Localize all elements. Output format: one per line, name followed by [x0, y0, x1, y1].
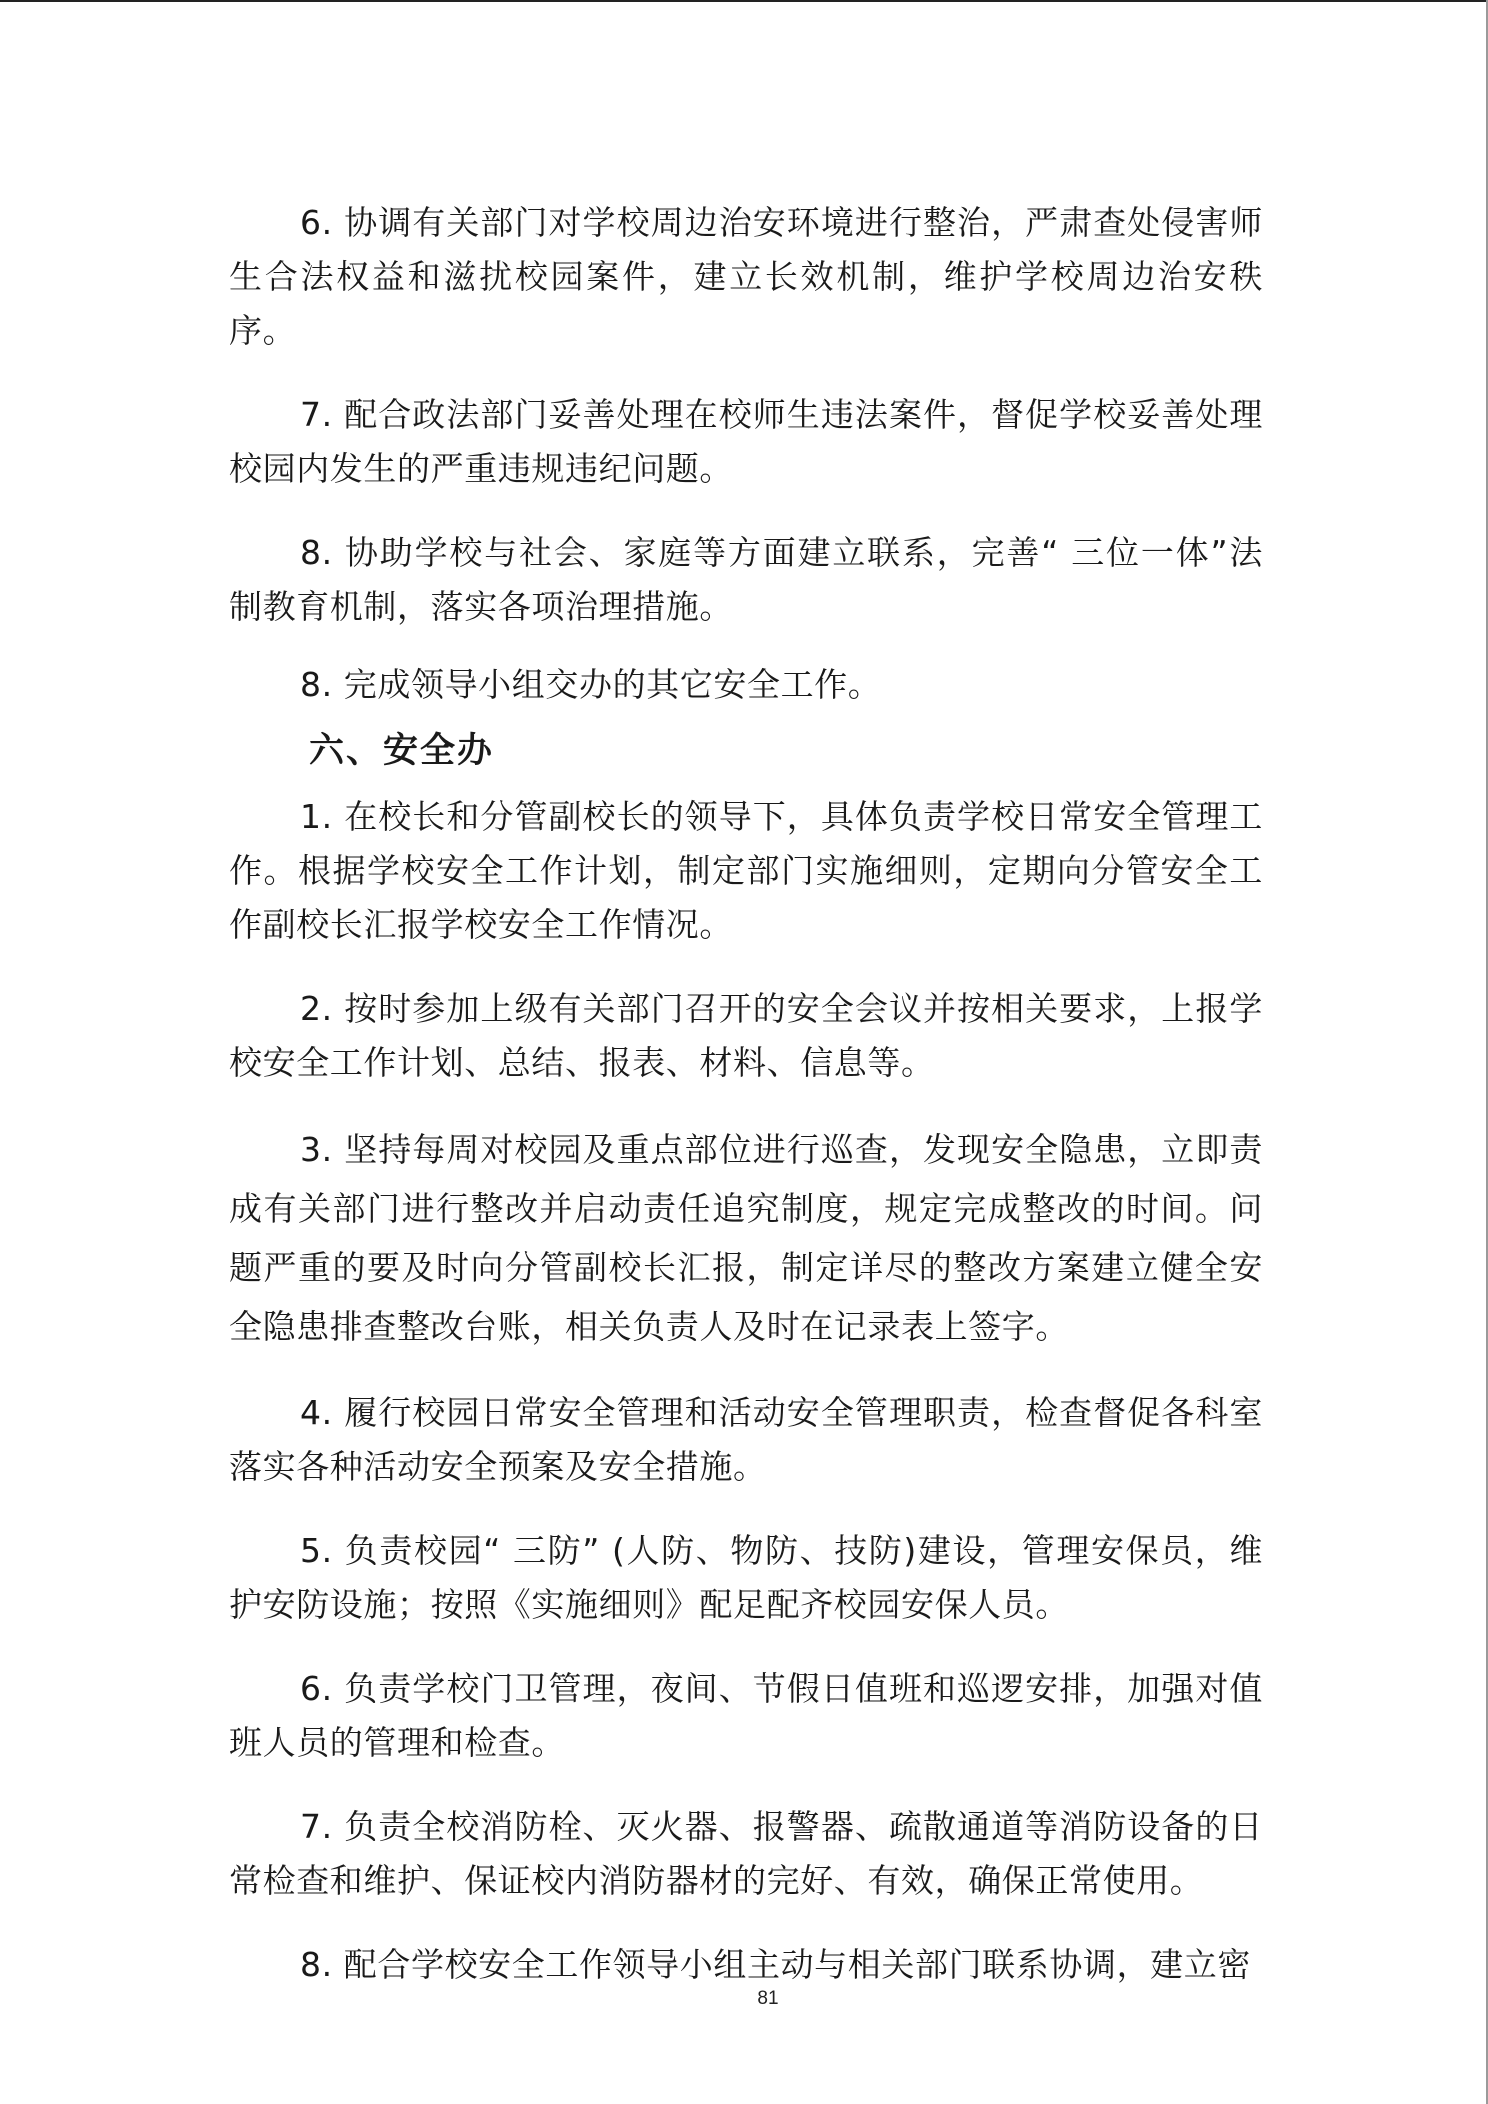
paragraph-safety-2: 2. 按时参加上级有关部门召开的安全会议并按相关要求，上报学校安全工作计划、总结、报表、材料、信息等。: [229, 989, 1263, 1082]
paragraph-safety-5: 5. 负责校园“ 三防” (人防、物防、技防)建设，管理安保员，维护安防设施；按照《实施细则》配足配齐校园安保人员。: [229, 1531, 1263, 1624]
paragraph-item-8: 8. 协助学校与社会、家庭等方面建立联系，完善“ 三位一体”法制教育机制，落实各项治理措施。: [229, 533, 1263, 626]
paragraph-safety-1: 1. 在校长和分管副校长的领导下，具体负责学校日常安全管理工作。根据学校安全工作计划，制定部门实施细则，定期向分管安全工作副校长汇报学校安全工作情况。: [229, 797, 1263, 944]
paragraph-safety-8: 8. 配合学校安全工作领导小组主动与相关部门联系协调，建立密: [300, 1945, 1251, 1984]
section-heading: 六、安全办: [309, 731, 495, 771]
paragraph-safety-3: 3. 坚持每周对校园及重点部位进行巡查，发现安全隐患，立即责成有关部门进行整改并启动责任追究制度，规定完成整改的时间。问题严重的要及时向分管副校长汇报，制定详尽的整改方案建立健全安全隐患排查整改台账，相关负责人及时在记录表上签字。: [229, 1130, 1263, 1346]
paragraph-safety-7: 7. 负责全校消防栓、灭火器、报警器、疏散通道等消防设备的日常检查和维护、保证校内消防器材的完好、有效，确保正常使用。: [229, 1807, 1263, 1900]
paragraph-item-6: 6. 协调有关部门对学校周边治安环境进行整治，严肃查处侵害师生合法权益和滋扰校园案件，建立长效机制，维护学校周边治安秩序。: [229, 203, 1263, 350]
paragraph-safety-4: 4. 履行校园日常安全管理和活动安全管理职责，检查督促各科室落实各种活动安全预案及安全措施。: [229, 1393, 1263, 1486]
page-number: 81: [757, 1988, 779, 2009]
paragraph-item-7: 7. 配合政法部门妥善处理在校师生违法案件，督促学校妥善处理校园内发生的严重违规违纪问题。: [229, 395, 1263, 488]
page-body: [229, 196, 1263, 1992]
paragraph-item-8-complete: 8. 完成领导小组交办的其它安全工作。: [300, 665, 882, 704]
top-border: [0, 0, 1488, 2]
paragraph-safety-6: 6. 负责学校门卫管理，夜间、节假日值班和巡逻安排，加强对值班人员的管理和检查。: [229, 1669, 1263, 1762]
